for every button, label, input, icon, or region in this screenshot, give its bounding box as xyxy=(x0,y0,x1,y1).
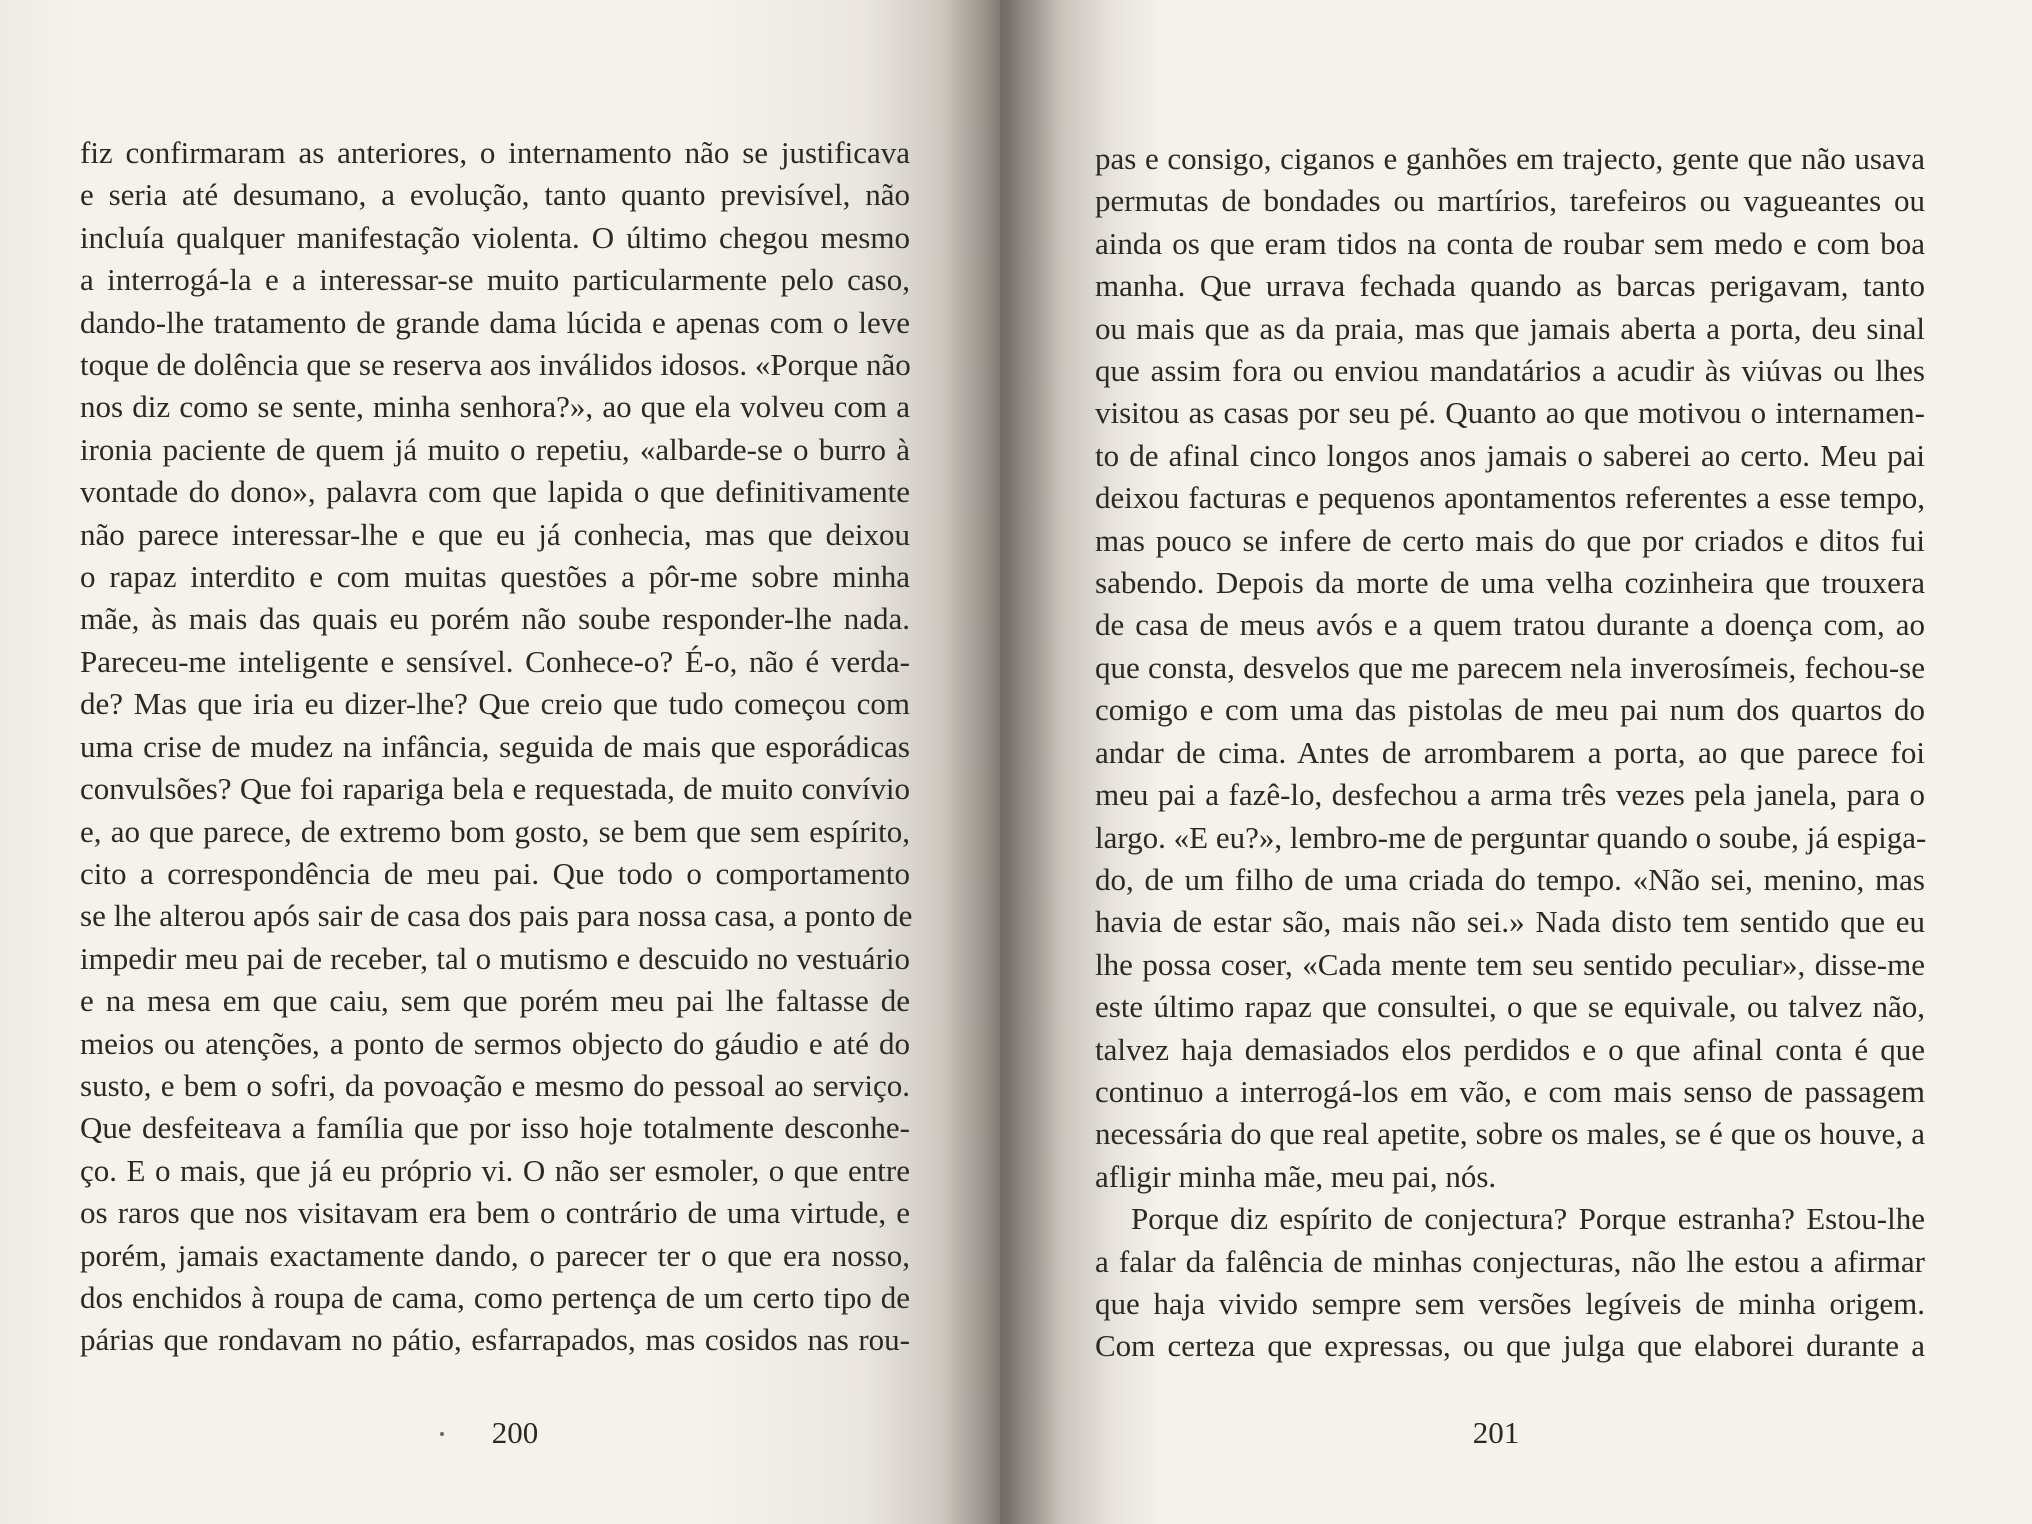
text-line: de casa de meus avós e a quem tratou durante a doença com, ao xyxy=(1095,607,1925,643)
text-line: largo. «E eu?», lembro-me de perguntar quando o soube, já espiga- xyxy=(1095,819,1927,855)
text-line: incluía qualquer manifestação violenta. O último chegou mesmo xyxy=(80,219,910,255)
text-line: dos enchidos à roupa de cama, como pertença de um certo tipo de xyxy=(80,1279,910,1315)
text-line: ço. E o mais, que já eu próprio vi. O não ser esmoler, o que entre xyxy=(80,1152,910,1188)
text-line: meios ou atenções, a ponto de sermos objecto do gáudio e até do xyxy=(80,1025,910,1061)
text-line: cito a correspondência de meu pai. Que todo o comportamento xyxy=(80,855,910,891)
text-line: porém, jamais exactamente dando, o parecer ter o que era nosso, xyxy=(80,1237,910,1273)
text-line: comigo e com uma das pistolas de meu pai num dos quartos do xyxy=(1095,692,1925,728)
text-line: e na mesa em que caiu, sem que porém meu pai lhe faltasse de xyxy=(80,983,910,1019)
text-line: talvez haja demasiados elos perdidos e o que afinal conta é que xyxy=(1095,1031,1925,1067)
text-line: Com certeza que expressas, ou que julga que elaborei durante a xyxy=(1095,1328,1925,1364)
text-line: visitou as casas por seu pé. Quanto ao que motivou o internamen- xyxy=(1095,395,1925,431)
text-line: afligir minha mãe, meu pai, nós. xyxy=(1095,1158,1497,1194)
left-page xyxy=(0,0,1000,1524)
text-line: Que desfeiteava a família que por isso hoje totalmente desconhe- xyxy=(80,1110,910,1146)
page-number-right: 201 xyxy=(1472,1415,1520,1450)
text-line: que assim fora ou enviou mandatários a acudir às viúvas ou lhes xyxy=(1095,353,1925,389)
left-page-text xyxy=(80,132,913,1362)
page-number-left: 200 xyxy=(491,1415,539,1450)
text-line: susto, e bem o sofri, da povoação e mesmo do pessoal ao serviço. xyxy=(80,1067,910,1103)
text-line: a falar da falência de minhas conjecturas, não lhe estou a afirmar xyxy=(1095,1243,1925,1279)
text-line: manha. Que urrava fechada quando as barcas perigavam, tanto xyxy=(1095,268,1925,304)
text-line: que haja vivido sempre sem versões legíveis de minha origem. xyxy=(1095,1285,1925,1321)
text-line: deixou facturas e pequenos apontamentos referentes a esse tempo, xyxy=(1095,480,1925,516)
text-line: nos diz como se sente, minha senhora?», ao que ela volveu com a xyxy=(80,389,910,425)
text-line: Porque diz espírito de conjectura? Porque estranha? Estou-lhe xyxy=(1131,1201,1925,1237)
text-line: convulsões? Que foi rapariga bela e requestada, de muito convívio xyxy=(80,771,910,807)
text-line: Pareceu-me inteligente e sensível. Conhece-o? É-o, não é verda- xyxy=(80,643,910,679)
text-line: se lhe alterou após sair de casa dos pais para nossa casa, a ponto de xyxy=(80,898,913,934)
text-line: permutas de bondades ou martírios, tarefeiros ou vagueantes ou xyxy=(1095,183,1925,219)
text-line: meu pai a fazê-lo, desfechou a arma três vezes pela janela, para o xyxy=(1095,777,1925,813)
text-line: a interrogá-la e a interessar-se muito particularmente pelo caso, xyxy=(80,262,910,298)
text-line: ou mais que as da praia, mas que jamais aberta a porta, deu sinal xyxy=(1095,310,1925,346)
text-line: lhe possa coser, «Cada mente tem seu sentido peculiar», disse-me xyxy=(1095,946,1925,982)
text-line: vontade do dono», palavra com que lapida o que definitivamente xyxy=(80,474,910,510)
text-line: uma crise de mudez na infância, seguida de mais que esporádicas xyxy=(80,728,910,764)
text-line: e, ao que parece, de extremo bom gosto, se bem que sem espírito, xyxy=(80,813,910,849)
text-line: havia de estar são, mais não sei.» Nada disto tem sentido que eu xyxy=(1095,904,1925,940)
text-line: ainda os que eram tidos na conta de roubar sem medo e com boa xyxy=(1095,225,1925,261)
text-line: mas pouco se infere de certo mais do que por criados e ditos fui xyxy=(1095,522,1925,558)
text-line: párias que rondavam no pátio, esfarrapados, mas cosidos nas rou- xyxy=(80,1322,910,1358)
text-line: ironia paciente de quem já muito o repetiu, «albarde-se o burro à xyxy=(80,431,910,467)
text-line: to de afinal cinco longos anos jamais o saberei ao certo. Meu pai xyxy=(1095,437,1925,473)
right-page-text xyxy=(1095,138,1925,1368)
text-line: sabendo. Depois da morte de uma velha cozinheira que trouxera xyxy=(1095,565,1925,601)
text-line: não parece interessar-lhe e que eu já conhecia, mas que deixou xyxy=(80,516,910,552)
text-line: este último rapaz que consultei, o que se equivale, ou talvez não, xyxy=(1095,989,1925,1025)
text-line: mãe, às mais das quais eu porém não soube responder-lhe nada. xyxy=(80,601,910,637)
text-line: toque de dolência que se reserva aos inválidos idosos. «Porque não xyxy=(80,347,911,383)
margin-dot xyxy=(440,1432,444,1436)
text-line: o rapaz interdito e com muitas questões a pôr-me sobre minha xyxy=(80,559,910,595)
text-line: pas e consigo, ciganos e ganhões em trajecto, gente que não usava xyxy=(1095,141,1925,176)
text-line: continuo a interrogá-los em vão, e com mais senso de passagem xyxy=(1095,1073,1925,1109)
text-line: necessária do que real apetite, sobre os males, se é que os houve, a xyxy=(1095,1116,1925,1152)
text-line: de? Mas que iria eu dizer-lhe? Que creio que tudo começou com xyxy=(80,686,910,722)
text-line: do, de um filho de uma criada do tempo. «Não sei, menino, mas xyxy=(1095,861,1925,897)
text-line: e seria até desumano, a evolução, tanto quanto previsível, não xyxy=(80,177,910,213)
text-line: fiz confirmaram as anteriores, o internamento não se justificava xyxy=(80,135,910,170)
text-line: os raros que nos visitavam era bem o contrário de uma virtude, e xyxy=(80,1195,910,1231)
text-line: impedir meu pai de receber, tal o mutismo e descuido no vestuário xyxy=(80,940,910,976)
text-line: andar de cima. Antes de arrombarem a porta, ao que parece foi xyxy=(1095,734,1925,770)
text-line: que consta, desvelos que me parecem nela inverosímeis, fechou-se xyxy=(1095,649,1925,685)
text-line: dando-lhe tratamento de grande dama lúcida e apenas com o leve xyxy=(80,304,910,340)
